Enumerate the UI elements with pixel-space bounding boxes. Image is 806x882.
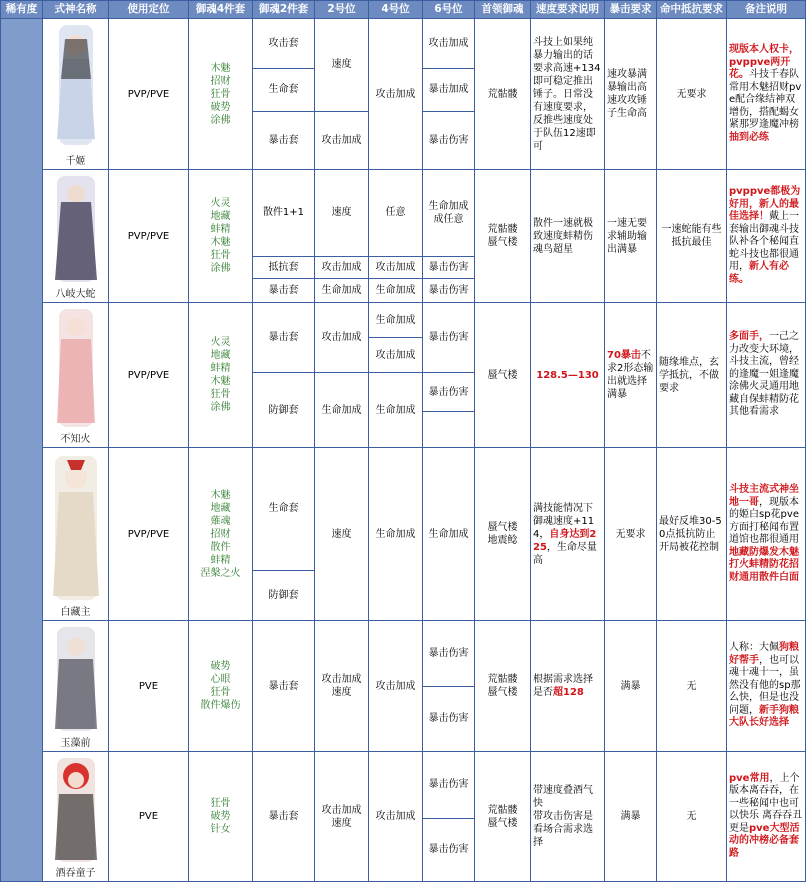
table-row <box>1 19 806 69</box>
speed-cell: 128.5—130 <box>531 303 605 448</box>
speed-cell: 散件一速就极致速度蚌精伤魂鸟超星 <box>531 170 605 303</box>
header-name: 式神名称 <box>43 1 109 19</box>
set2-cell: 攻击套 <box>253 19 315 69</box>
portrait-cell <box>43 752 109 882</box>
crit-cell <box>605 303 657 448</box>
notes-highlight: pve大型活动的冲榜必备套路 <box>729 822 800 859</box>
slot6-cell: 暴击伤害 <box>423 752 475 819</box>
set2-cell: 生命套 <box>253 448 315 571</box>
boss-cell: 荒骷髅 蜃气楼 <box>475 621 531 752</box>
set2-cell: 暴击套 <box>253 621 315 752</box>
set2-cell: 生命套 <box>253 69 315 111</box>
portrait <box>45 752 107 881</box>
slot2-cell: 速度 <box>315 19 369 112</box>
set2-cell: 暴击套 <box>253 278 315 302</box>
slot6-cell: 暴击伤害 <box>423 303 475 373</box>
crit-cell: 速攻暴满暴输出高速攻攻锤子生命高 <box>605 19 657 170</box>
table-row <box>1 621 806 687</box>
slot2-cell: 生命加成 <box>315 278 369 302</box>
notes-text: 斗技千春队常用木魅招财pve配合缘结神双增伤，搭配蝎女紧那罗逢魔冲榜 <box>729 69 802 130</box>
set4-cell: 破势 心眼 狂骨 散件爆伤 <box>189 621 253 752</box>
notes-highlight: 现版本人权卡，pvppve两开花。 <box>729 44 799 80</box>
header-set2: 御魂2件套 <box>253 1 315 19</box>
table-row <box>1 448 806 571</box>
slot6-cell: 暴击伤害 <box>423 278 475 302</box>
notes-cell <box>727 448 806 621</box>
slot6-cell: 攻击加成 <box>423 19 475 69</box>
hit-cell: 无 <box>657 621 727 752</box>
notes-cell <box>727 19 806 170</box>
slot4-cell: 攻击加成 <box>369 256 423 278</box>
slot6-cell: 暴击伤害 <box>423 621 475 687</box>
portrait-cell <box>43 303 109 448</box>
shikigami-name: 八岐大蛇 <box>55 289 96 300</box>
set2-cell: 暴击套 <box>253 111 315 169</box>
portrait-cell <box>43 621 109 752</box>
slot2-cell: 攻击加成 <box>315 303 369 373</box>
shikigami-name: 千姬 <box>65 156 86 167</box>
set4-cell: 木魅 地藏 薙魂 招财 散件 蚌精 涅槃之火 <box>189 448 253 621</box>
header-crit: 暴击要求 <box>605 1 657 19</box>
slot4-cell: 攻击加成 <box>369 752 423 882</box>
portrait-cell <box>43 170 109 303</box>
speed-cell <box>531 448 605 621</box>
header-rarity: 稀有度 <box>1 1 43 19</box>
slot6-cell: 暴击加成 <box>423 69 475 111</box>
boss-cell: 荒骷髅 <box>475 19 531 170</box>
portrait-cell <box>43 448 109 621</box>
set4-cell: 木魅 招财 狂骨 破势 涂佛 <box>189 19 253 170</box>
notes-cell <box>727 621 806 752</box>
slot2-cell: 攻击加成速度 <box>315 752 369 882</box>
notes-highlight: pve常用 <box>729 772 770 784</box>
header-slot4: 4号位 <box>369 1 423 19</box>
position-cell: PVP/PVE <box>109 19 189 170</box>
portrait <box>45 303 107 447</box>
slot2-cell: 攻击加成 <box>315 111 369 169</box>
slot2-cell: 速度 <box>315 170 369 257</box>
notes-cell <box>727 303 806 448</box>
slot6-cell: 暴击伤害 <box>423 111 475 169</box>
slot4-cell: 攻击加成 <box>369 19 423 170</box>
notes-highlight: 抽到必练 <box>729 131 769 143</box>
header-set4: 御魂4件套 <box>189 1 253 19</box>
set2-cell: 暴击套 <box>253 303 315 373</box>
header-slot2: 2号位 <box>315 1 369 19</box>
header-speed: 速度要求说明 <box>531 1 605 19</box>
notes-highlight: 新手狗粮大队长好选择 <box>729 704 799 729</box>
portrait-cell <box>43 19 109 170</box>
header-slot6: 6号位 <box>423 1 475 19</box>
boss-cell: 蜃气楼 <box>475 303 531 448</box>
table-row <box>1 303 806 338</box>
header-row <box>1 1 806 19</box>
header-position: 使用定位 <box>109 1 189 19</box>
speed-cell: 带速度叠酒气快 带攻击伤害是 看场合需求选择 <box>531 752 605 882</box>
notes-text: 戴上一套输出御魂斗技队补各个秘闻直蛇斗技也都很通用， <box>729 211 799 272</box>
rarity-cell <box>1 19 43 882</box>
hit-cell: 随缘堆点，玄学抵抗，不做要求 <box>657 303 727 448</box>
slot4-cell: 生命加成 <box>369 278 423 302</box>
hit-cell: 最好反堆30-50点抵抗防止开局被花控制 <box>657 448 727 621</box>
notes-highlight: 狗粮好帮手 <box>729 642 799 666</box>
set2-cell: 抵抗套 <box>253 256 315 278</box>
table-row <box>1 170 806 257</box>
set2-cell: 散件1+1 <box>253 170 315 257</box>
shikigami-portrait-image <box>45 19 107 153</box>
slot6-cell: 生命加成 <box>423 448 475 621</box>
position-cell: PVP/PVE <box>109 448 189 621</box>
notes-highlight: 多面手， <box>729 331 769 343</box>
slot2-cell: 攻击加成速度 <box>315 621 369 752</box>
shikigami-name: 白藏主 <box>60 607 91 618</box>
table-row <box>1 752 806 819</box>
slot4-cell: 攻击加成 <box>369 621 423 752</box>
shikigami-portrait-image <box>45 752 107 864</box>
set2-cell: 防御套 <box>253 373 315 448</box>
shikigami-portrait-image <box>45 170 107 286</box>
speed-highlight: 自身达到225 <box>533 528 597 553</box>
boss-cell: 荒骷髅 蜃气楼 <box>475 170 531 303</box>
shikigami-portrait-image <box>45 621 107 735</box>
speed-text: ，生命尽量高 <box>533 541 597 566</box>
portrait <box>45 170 107 302</box>
header-notes: 备注说明 <box>727 1 806 19</box>
shikigami-name: 不知火 <box>60 434 91 445</box>
hit-cell: 一速蛇能有些抵抗最佳 <box>657 170 727 303</box>
notes-text: 一己之力改变大环境，斗技主流，曾经的逢魔一姐逢魔涂佛火灵通用地藏自保蚌精防花其他看需求 <box>729 331 799 418</box>
slot4-cell: 生命加成 <box>369 303 423 338</box>
speed-cell: 斗技上如果纯暴力输出的话要求高速+134即可稳定推出锤子。日常没有速度要求，反推些速度处于队伍12速即可 <box>531 19 605 170</box>
set4-cell: 火灵 地藏 蚌精 木魅 狂骨 涂佛 <box>189 170 253 303</box>
slot6-cell: 暴击伤害 <box>423 373 475 412</box>
notes-highlight: 斗技主流式神坐地一哥 <box>729 484 799 508</box>
notes-highlight: pvppve都极为好用，新人的最佳选择！ <box>729 186 801 222</box>
slot4-cell: 生命加成 <box>369 373 423 448</box>
notes-highlight: 地藏防爆发木魅打火蚌精防花招财通用散件白面 <box>729 546 799 583</box>
set2-cell: 防御套 <box>253 570 315 620</box>
notes-cell <box>727 170 806 303</box>
position-cell: PVE <box>109 621 189 752</box>
crit-cell: 一速无要求辅助输出满暴 <box>605 170 657 303</box>
shikigami-name: 酒吞童子 <box>55 868 96 879</box>
notes-cell <box>727 752 806 882</box>
position-cell: PVP/PVE <box>109 170 189 303</box>
speed-cell <box>531 621 605 752</box>
slot6-cell: 生命加成成任意 <box>423 170 475 257</box>
shikigami-name: 玉藻前 <box>60 738 91 749</box>
speed-text: 满技能情况下御魂速度+114， <box>533 502 595 540</box>
notes-text: ，也可以魂十魂十一，虽然没有他的sp那么快，但是也没问题， <box>729 654 801 716</box>
slot2-cell: 生命加成 <box>315 373 369 448</box>
crit-text: 不求2形态输出就选择满暴 <box>607 350 654 400</box>
header-boss: 首领御魂 <box>475 1 531 19</box>
shikigami-portrait-image <box>45 303 107 431</box>
crit-cell: 无要求 <box>605 448 657 621</box>
set4-cell: 狂骨 破势 针女 <box>189 752 253 882</box>
notes-text: 人称：大佩 <box>729 642 779 654</box>
portrait <box>45 448 107 620</box>
hit-cell: 无 <box>657 752 727 882</box>
crit-cell: 满暴 <box>605 752 657 882</box>
slot4-cell: 生命加成 <box>369 448 423 621</box>
slot6-cell <box>423 412 475 448</box>
slot4-cell: 攻击加成 <box>369 338 423 373</box>
notes-text: ，现版本的姬白sp花pve方面打秘闻布置道馆也都很通用 <box>729 496 799 545</box>
boss-cell: 荒骷髅 蜃气楼 <box>475 752 531 882</box>
set4-cell: 火灵 地藏 蚌精 木魅 狂骨 涂佛 <box>189 303 253 448</box>
position-cell: PVE <box>109 752 189 882</box>
speed-text: 根据需求选择是否 <box>533 674 593 698</box>
portrait <box>45 621 107 751</box>
slot2-cell: 攻击加成 <box>315 256 369 278</box>
portrait <box>45 19 107 169</box>
set2-cell: 暴击套 <box>253 752 315 882</box>
notes-text: ，上个版本离吞吞，在一些秘闻中也可以快乐 离吞吞丑更是 <box>729 772 803 834</box>
speed-highlight: 超128 <box>553 687 584 698</box>
crit-cell: 满暴 <box>605 621 657 752</box>
slot6-cell: 暴击伤害 <box>423 818 475 882</box>
slot6-cell: 暴击伤害 <box>423 686 475 752</box>
slot2-cell: 速度 <box>315 448 369 621</box>
header-hit: 命中抵抗要求 <box>657 1 727 19</box>
hit-cell: 无要求 <box>657 19 727 170</box>
shikigami-portrait-image <box>45 448 107 604</box>
notes-highlight: 新人有必练。 <box>729 261 789 285</box>
slot6-cell: 暴击伤害 <box>423 256 475 278</box>
boss-cell: 蜃气楼 地震鲶 <box>475 448 531 621</box>
position-cell: PVP/PVE <box>109 303 189 448</box>
crit-highlight: 70暴击 <box>607 350 641 361</box>
slot4-cell: 任意 <box>369 170 423 257</box>
